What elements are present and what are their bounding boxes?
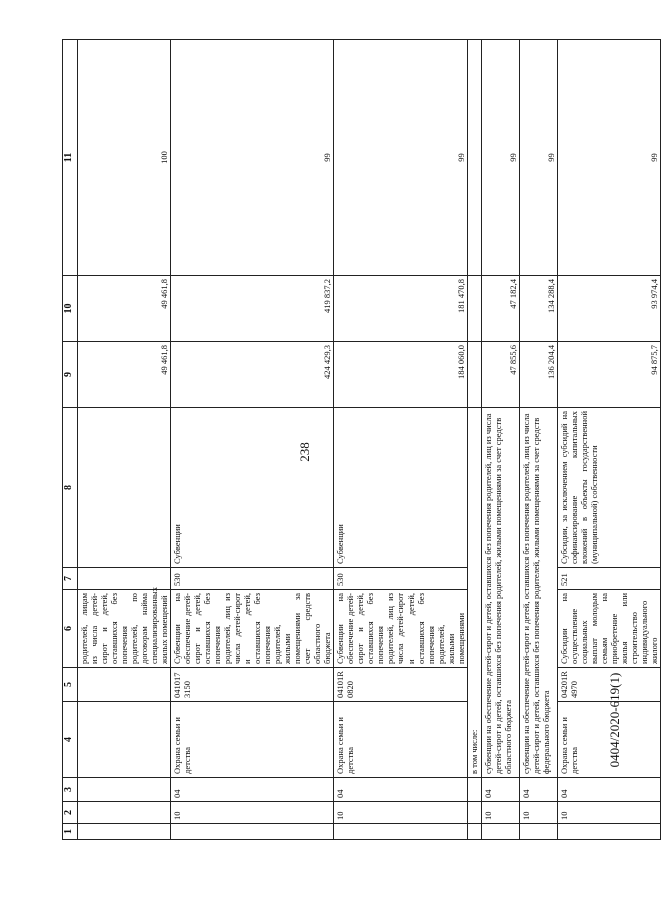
cell-9: 94 875,7 xyxy=(557,342,660,408)
table-row xyxy=(557,40,660,840)
cell-8: Субвенции xyxy=(171,408,334,568)
header-cell: 6 xyxy=(63,590,78,668)
cell-1 xyxy=(481,824,519,840)
page-number-text: 238 xyxy=(297,442,312,462)
table-row xyxy=(481,40,519,840)
header-row xyxy=(63,40,78,840)
cell-11: 99 xyxy=(519,40,557,276)
cell-2: 10 xyxy=(519,802,557,824)
cell-11: 99 xyxy=(171,40,334,276)
cell-span-text: субвенции на обеспечение детей-сирот и детей, оставшихся без попечения родителей, лиц из числа детей-сирот и детей, оставшихся без попечения родителей, жилыми помещениями за счет средств федерального бюджета xyxy=(519,408,557,778)
header-cell: 1 xyxy=(63,824,78,840)
cell-2: 10 xyxy=(334,802,467,824)
cell-1 xyxy=(519,824,557,840)
cell-4 xyxy=(78,702,171,778)
document-code-text: 0404/2020-619(1) xyxy=(607,672,622,768)
cell-8: Субсидии, за исключением субсидий на софинансирование капитальных вложений в объекты государственной (муниципальной) собственности xyxy=(557,408,660,568)
cell-5: 04101R 0820 xyxy=(334,668,467,702)
cell-10: 134 288,4 xyxy=(519,276,557,342)
cell-1 xyxy=(557,824,660,840)
cell-3: 04 xyxy=(557,778,660,802)
cell-6: Субвенции на обеспечение детей-сирот и детей, оставшихся без попечения родителей, лиц из числа детей-сирот и детей, оставшихся без попечения родителей, жилыми помещениями за счет средств областного бюджета xyxy=(171,590,334,668)
cell-2: 10 xyxy=(481,802,519,824)
cell-11: 99 xyxy=(557,40,660,276)
cell-8 xyxy=(78,408,171,568)
cell-11: 100 xyxy=(78,40,171,276)
cell-3 xyxy=(467,778,481,802)
cell-5 xyxy=(78,668,171,702)
cell-2: 10 xyxy=(557,802,660,824)
cell-6: родителей, лицам из числа детей-сирот и детей, оставшихся без попечения родителей, по договорам найма специализированных жилых помещений xyxy=(78,590,171,668)
cell-3 xyxy=(78,778,171,802)
cell-9: 136 204,4 xyxy=(519,342,557,408)
cell-10: 419 837,2 xyxy=(171,276,334,342)
cell-5: 04201R 4970 xyxy=(557,668,660,702)
cell-5: 041017 3150 xyxy=(171,668,334,702)
cell-9: 424 429,3 xyxy=(171,342,334,408)
cell-1 xyxy=(334,824,467,840)
cell-1 xyxy=(467,824,481,840)
cell-3: 04 xyxy=(334,778,467,802)
table-row xyxy=(467,40,481,840)
header-cell: 11 xyxy=(63,40,78,276)
cell-9 xyxy=(467,342,481,408)
cell-7: 521 xyxy=(557,568,660,590)
cell-2 xyxy=(78,802,171,824)
cell-2: 10 xyxy=(171,802,334,824)
cell-span-text: в том числе: xyxy=(467,408,481,778)
cell-4: Охрана семьи и детства xyxy=(334,702,467,778)
cell-11 xyxy=(467,40,481,276)
table-row xyxy=(519,40,557,840)
header-cell: 4 xyxy=(63,702,78,778)
cell-3: 04 xyxy=(171,778,334,802)
cell-10: 93 974,4 xyxy=(557,276,660,342)
cell-10 xyxy=(467,276,481,342)
cell-10: 47 182,4 xyxy=(481,276,519,342)
cell-7: 530 xyxy=(171,568,334,590)
table-row xyxy=(171,40,334,840)
cell-10: 49 461,8 xyxy=(78,276,171,342)
cell-3: 04 xyxy=(481,778,519,802)
cell-11: 99 xyxy=(481,40,519,276)
header-cell: 2 xyxy=(63,802,78,824)
header-cell: 10 xyxy=(63,276,78,342)
cell-9: 49 461,8 xyxy=(78,342,171,408)
cell-3: 04 xyxy=(519,778,557,802)
cell-7: 530 xyxy=(334,568,467,590)
cell-10: 181 470,8 xyxy=(334,276,467,342)
cell-6: Субсидии на осуществление социальных выплат молодым семьям на приобретение жилья или строительство индивидуального жилого xyxy=(557,590,660,668)
header-cell: 9 xyxy=(63,342,78,408)
cell-2 xyxy=(467,802,481,824)
cell-4: Охрана семьи и детства xyxy=(557,702,660,778)
table-row xyxy=(78,40,171,840)
cell-1 xyxy=(171,824,334,840)
cell-4: Охрана семьи и детства xyxy=(171,702,334,778)
cell-9: 184 060,0 xyxy=(334,342,467,408)
cell-1 xyxy=(78,824,171,840)
cell-9: 47 855,6 xyxy=(481,342,519,408)
cell-span-text: субвенции на обеспечение детей-сирот и детей, оставшихся без попечения родителей, лиц из числа детей-сирот и детей, оставшихся без попечения родителей, жилыми помещениями за счет средств областного бюджета xyxy=(481,408,519,778)
table-row xyxy=(334,40,467,840)
header-cell: 8 xyxy=(63,408,78,568)
cell-6: Субвенции на обеспечение детей-сирот и детей, оставшихся без попечения родителей, лиц из числа детей-сирот и детей, оставшихся без попечения родителей, жилыми помещениями xyxy=(334,590,467,668)
header-cell: 3 xyxy=(63,778,78,802)
budget-table xyxy=(62,39,661,840)
header-cell: 7 xyxy=(63,568,78,590)
cell-8: Субвенции xyxy=(334,408,467,568)
cell-11: 99 xyxy=(334,40,467,276)
header-cell: 5 xyxy=(63,668,78,702)
